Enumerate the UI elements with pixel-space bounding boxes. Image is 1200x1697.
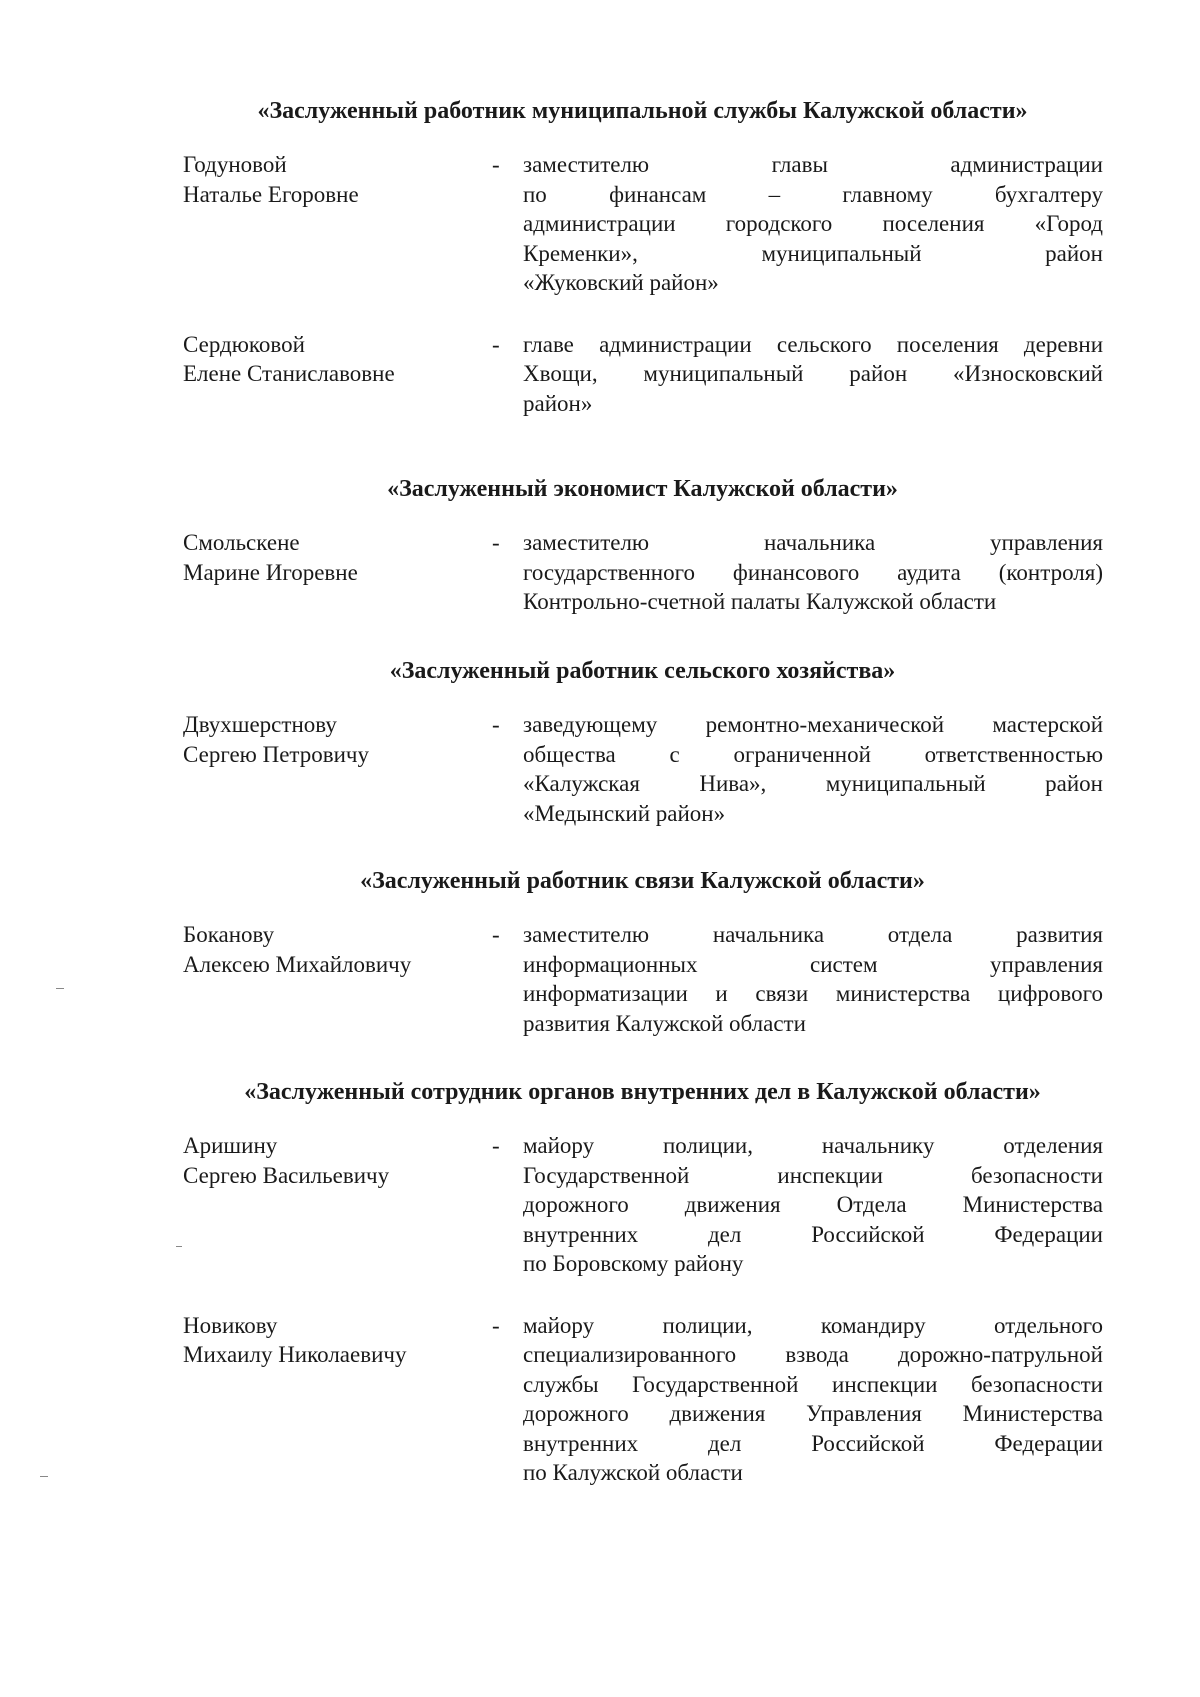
section-economist (180, 474, 1105, 617)
position-line: государственного финансового аудита (контроля) (523, 559, 1103, 585)
position-line: заведующему ремонтно-механической мастерской (523, 712, 1103, 737)
position-line: внутренних дел Российской Федерации (523, 1221, 1103, 1247)
position-line: Государственной инспекции безопасности (523, 1162, 1103, 1188)
recipient-given-names: Михаилу Николаевичу (183, 1342, 407, 1367)
position-line: информатизации и связи министерства цифрового (523, 981, 1103, 1006)
dash-separator: - (492, 152, 500, 177)
position-line: заместителю главы администрации (523, 152, 1103, 177)
dash-separator: - (492, 712, 500, 737)
position-line: район» (523, 390, 593, 416)
position-line: дорожного движения Отдела Министерства (523, 1192, 1103, 1217)
position-line: Хвощи, муниципальный район «Износковский (523, 361, 1103, 386)
recipient-given-names: Наталье Егоровне (183, 181, 359, 207)
dash-separator: - (492, 1133, 500, 1158)
position-line: Контрольно-счетной палаты Калужской области (523, 589, 997, 614)
recipient-name (183, 528, 483, 587)
recipient-position (523, 330, 1103, 419)
award-entry (180, 150, 1105, 298)
recipient-surname: Двухшерстнову (183, 712, 337, 737)
recipient-given-names: Сергею Петровичу (183, 741, 369, 767)
position-line: «Медынский район» (523, 800, 726, 826)
position-line: по Калужской области (523, 1460, 743, 1485)
recipient-surname: Аришину (183, 1133, 278, 1158)
position-line: «Жуковский район» (523, 270, 719, 295)
scan-mark (56, 988, 64, 989)
position-line: «Калужская Нива», муниципальный район (523, 771, 1103, 796)
recipient-name (183, 1311, 483, 1370)
dash-separator: - (492, 922, 500, 947)
recipient-surname: Годуновой (183, 152, 287, 177)
position-line: главе администрации сельского поселения деревни (523, 331, 1103, 357)
recipient-given-names: Марине Игоревне (183, 559, 358, 585)
dash-separator: - (492, 530, 500, 555)
position-line: администрации городского поселения «Город (523, 211, 1103, 236)
position-line: специализированного взвода дорожно-патрульной (523, 1342, 1103, 1367)
award-entry (180, 1311, 1105, 1488)
recipient-name (183, 150, 483, 209)
award-entry (180, 710, 1105, 828)
position-line: дорожного движения Управления Министерства (523, 1401, 1103, 1426)
recipient-position (523, 1311, 1103, 1488)
dash-separator: - (492, 1312, 500, 1338)
recipient-name (183, 920, 483, 979)
recipient-position (523, 1131, 1103, 1279)
section-agriculture (180, 656, 1105, 828)
section-heading: «Заслуженный работник сельского хозяйства» (389, 658, 896, 684)
position-line: службы Государственной инспекции безопасности (523, 1371, 1103, 1397)
position-line: развития Калужской области (523, 1010, 806, 1036)
recipient-surname: Боканову (183, 922, 275, 947)
recipient-position (523, 920, 1103, 1038)
section-internal-affairs (180, 1077, 1105, 1488)
position-line: майору полиции, командиру отдельного (523, 1312, 1103, 1338)
position-line: по Боровскому району (523, 1251, 744, 1276)
recipient-position (523, 150, 1103, 298)
section-heading: «Заслуженный сотрудник органов внутренних дел в Калужской области» (244, 1079, 1041, 1105)
recipient-given-names: Алексею Михайловичу (183, 951, 412, 977)
position-line: внутренних дел Российской Федерации (523, 1430, 1103, 1456)
position-line: общества с ограниченной ответственностью (523, 741, 1103, 767)
section-heading: «Заслуженный экономист Калужской области» (387, 476, 898, 502)
scan-mark (176, 1246, 182, 1247)
scan-mark (40, 1476, 48, 1477)
recipient-surname: Сердюковой (183, 331, 305, 357)
position-line: майору полиции, начальнику отделения (523, 1133, 1103, 1158)
position-line: заместителю начальника управления (523, 530, 1103, 555)
recipient-name (183, 1131, 483, 1190)
recipient-position (523, 710, 1103, 828)
position-line: Кременки», муниципальный район (523, 240, 1103, 266)
position-line: по финансам – главному бухгалтеру (523, 181, 1103, 207)
recipient-name (183, 710, 483, 769)
recipient-name (183, 330, 483, 389)
position-line: информационных систем управления (523, 951, 1103, 977)
recipient-surname: Новикову (183, 1312, 278, 1338)
position-line: заместителю начальника отдела развития (523, 922, 1103, 947)
recipient-given-names: Сергею Васильевичу (183, 1162, 390, 1188)
award-entry (180, 1131, 1105, 1279)
award-entry (180, 920, 1105, 1038)
dash-separator: - (492, 331, 500, 357)
section-heading: «Заслуженный работник связи Калужской области» (360, 868, 925, 894)
section-communications (180, 866, 1105, 1038)
section-municipal-service (180, 96, 1105, 418)
section-heading: «Заслуженный работник муниципальной службы Калужской области» (257, 98, 1028, 124)
recipient-position (523, 528, 1103, 617)
recipient-given-names: Елене Станиславовне (183, 361, 395, 386)
award-entry (180, 330, 1105, 419)
award-entry (180, 528, 1105, 617)
recipient-surname: Смольскене (183, 530, 300, 555)
